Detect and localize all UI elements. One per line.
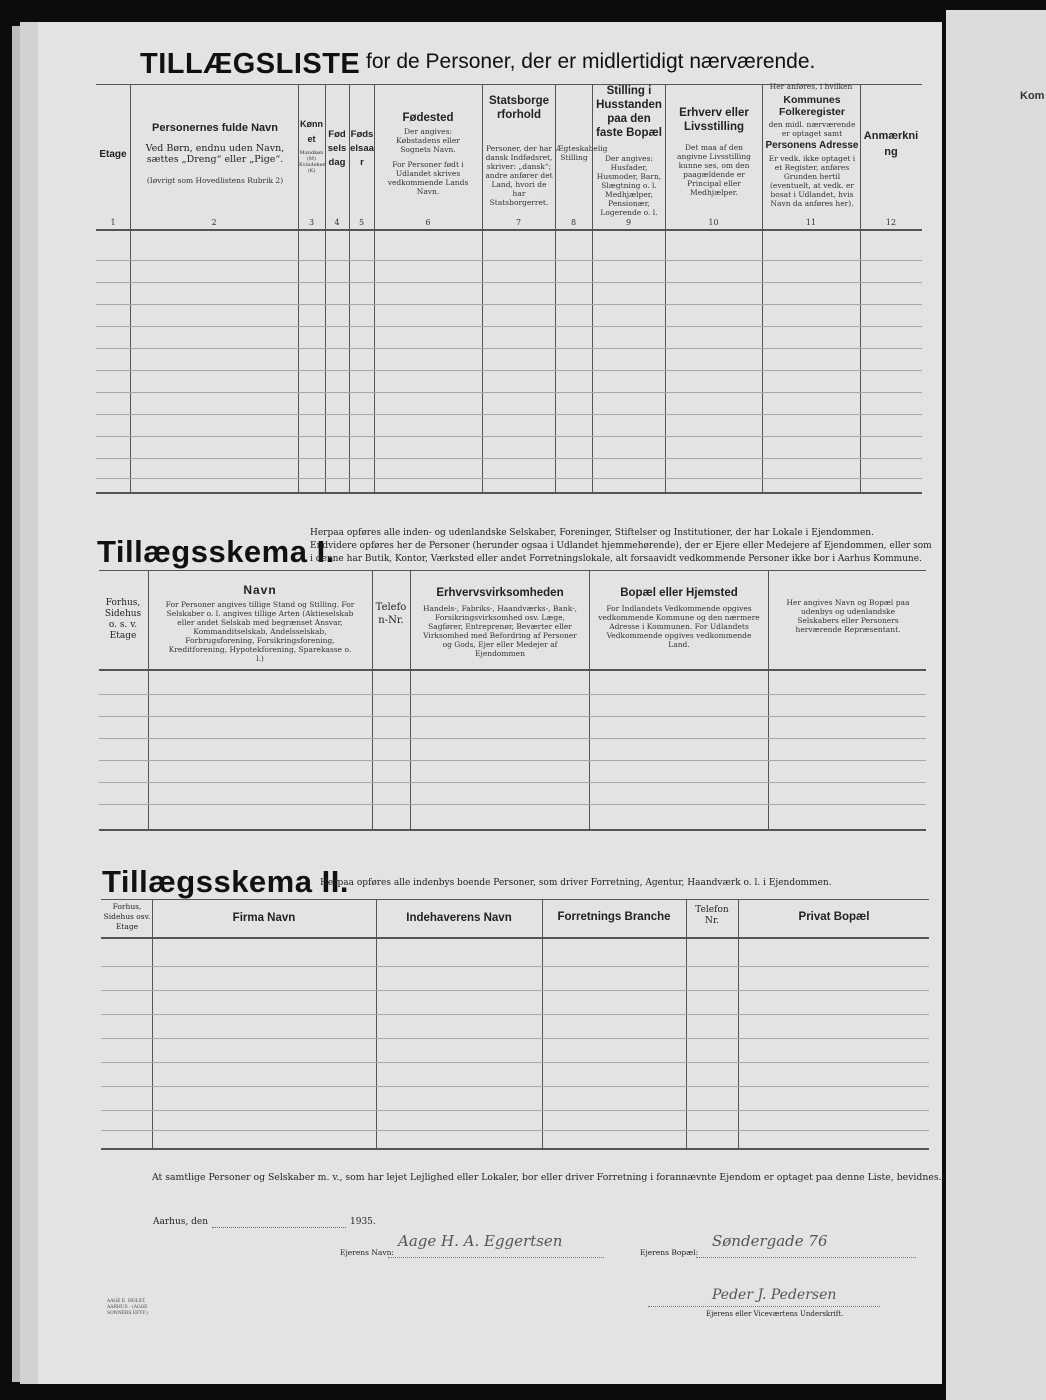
col-note-navn: Ved Børn, endnu uden Navn, sættes „Dreng“ eller „Pige“.: [145, 143, 285, 165]
col-header-branche: Forretnings Branche: [557, 911, 671, 923]
col-note-bopael: For Indlandets Vedkommende opgives vedkommende Kommune og den nærmere Adresse i Kommunen. For Udlandets Vedkommende opgives vedkommende Land.: [598, 604, 760, 649]
skema1-intro: [310, 527, 930, 566]
printer-imprint: AAGE E. HOLST, AARHUS · (AGGE SONNERS EFTF.): [107, 1299, 148, 1316]
col-number: 7: [515, 218, 522, 227]
col-note2-foedested: For Personer født i Udlandet skrives vedkommende Lands Navn.: [387, 160, 469, 196]
col-header-koen: Kønnet: [300, 119, 323, 144]
owner-address-handwritten: Søndergade 76: [712, 1232, 828, 1250]
facing-page-header: Kom: [1020, 90, 1045, 102]
skema1-intro-line: Endvidere opføres her de Personer (herunder ogsaa i Udlandet hjemmehørende), der er Ejere eller Medejere af Ejendommen, eller som: [310, 541, 932, 551]
col-header-folkeregister: Kommunes Folkeregister: [779, 94, 845, 118]
col-number: 6: [425, 218, 431, 227]
owner-name-label: Ejerens Navn:: [340, 1248, 394, 1257]
col-number: 10: [708, 218, 719, 227]
col-number: 3: [308, 218, 315, 227]
col-header-aegteskab: Ægteskabelig Stilling: [556, 144, 608, 162]
col-number: 11: [805, 218, 817, 227]
col-header-privat-bopael: Privat Bopæl: [798, 911, 870, 923]
col-header-anmaerkning: Anmærkning: [863, 130, 919, 158]
col-header-foedselsaar: Fødselsaar: [350, 129, 374, 168]
col-header-firma-navn: Firma Navn: [232, 912, 296, 924]
col-headtop-folkeregister: Her anføres, i hvilken: [769, 82, 853, 91]
owner-address-label: Ejerens Bopæl:: [640, 1248, 699, 1257]
year: 1935.: [350, 1217, 376, 1227]
col-header-foedested: Fødested: [402, 112, 454, 124]
signature-label: Ejerens eller Viceværtens Underskrift.: [706, 1310, 844, 1318]
col-note-koen: Mandkøn (M) Kvindekøn (K): [299, 150, 326, 174]
skema1-intro-line: i denne har Butik, Kontor, Værksted eller andet Forretningslokale, alt forsaavidt vedkommende Personer ikke bor i Aarhus Kommune.: [310, 554, 922, 564]
col-number: 9: [625, 218, 632, 227]
skema2-title: Tillægsskema II.: [102, 864, 349, 899]
liste-subtitle: for de Personer, der er midlertidigt nærværende.: [366, 50, 816, 73]
col-note-stilling: Der angives: Husfader, Husmoder, Barn, Slægtning o. l. Medhjælper, Pensionær, Logerende o. l.: [596, 154, 662, 217]
col-note-erhverv: Det maa af den angivne Livsstilling kunne ses, om den paagældende er Principal eller Medhjælper.: [677, 143, 751, 197]
col-header-etage: Forhus, Sidehus o. s. v. Etage: [104, 598, 142, 641]
col-header-telefon: Telefon-Nr.: [375, 602, 407, 626]
col-header-erhvervsvirksomheden: Erhvervsvirksomheden: [436, 587, 564, 599]
col-number: 1: [110, 218, 116, 227]
owner-name-handwritten: Aage H. A. Eggertsen: [398, 1232, 563, 1250]
col-header-repraesentant: Her angives Navn og Bopæl paa udenbys og udenlandske Selskabers eller Personers herværende Repræsentant.: [786, 598, 910, 634]
date-line: [212, 1227, 346, 1228]
col-header-navn: Navn: [243, 583, 277, 597]
skema1-intro-line: Herpaa opføres alle inden- og udenlandske Selskaber, Foreninger, Stiftelser og Institutioner, der har Lokale i Ejendommen.: [310, 528, 874, 538]
owner-address-line: [696, 1257, 916, 1258]
col-note-foedested: Der angives: Købstadens eller Sognets Navn.: [396, 127, 460, 154]
col-number: 8: [570, 218, 577, 227]
col-header-navn: Personernes fulde Navn: [152, 122, 278, 134]
col-note-erhvervsvirksomheden: Handels-, Fabriks-, Haandværks-, Bank-, Forsikringsvirksomhed osv. Læge, Sagfører, Entreprenør, Beværter eller Virksomhed med Befordring af Personer og Gods, Ejer eller Medejer af Ejendommen: [422, 604, 578, 658]
col-header-foedselsdag: Fødselsdag: [327, 129, 347, 168]
col-header-etage: Etage: [99, 149, 127, 160]
col-header-indehaverens-navn: Indehaverens Navn: [406, 912, 512, 924]
col-header-statsborger: Statsborgerforhold: [488, 95, 550, 121]
owner-name-line: [388, 1257, 604, 1258]
liste-title: TILLÆGSLISTE: [140, 48, 361, 80]
col-number: 12: [885, 218, 897, 227]
col-note-navn: For Personer angives tillige Stand og Stilling. For Selskaber o. l. angives tillige Arten (Aktieselskab eller andet Selskab med begrænset Ansvar, Kommanditselskab, Andelsselskab, Forbrugsforening, Forsikringsforening, Kreditforening, Hypotekforening, Sparekasse o. l.): [165, 600, 355, 663]
declaration: At samtlige Personer og Selskaber m. v., som har lejet Lejlighed eller Lokaler, bor eller driver Forretning i forannævnte Ejendom er optaget paa denne Liste, bevidnes.: [152, 1172, 942, 1183]
col-header2-adresse: Personens Adresse: [765, 140, 859, 151]
skema1-title: Tillægsskema I.: [97, 534, 335, 569]
col-number: 2: [211, 218, 217, 227]
col-header-stilling: Stilling i Husstanden paa den faste Bopæl: [596, 85, 662, 139]
place-date-label: Aarhus, den: [153, 1217, 208, 1227]
col-note-statsborger: Personer, der har dansk Indfødsret, skriver: „dansk“; andre anfører det Land, hvori de har Statsborgerret.: [485, 144, 553, 207]
col-header-etage: Forhus, Sidehus osv. Etage: [103, 902, 151, 931]
col-number: 4: [334, 218, 340, 227]
col-header-telefon: Telefon Nr.: [695, 905, 729, 926]
col-note-folkeregister: den midl. nærværende er optaget samt: [768, 120, 856, 138]
signature-line: [648, 1306, 880, 1307]
signature-handwritten: Peder J. Pedersen: [712, 1287, 837, 1303]
col-header-bopael: Bopæl eller Hjemsted: [620, 587, 738, 599]
col-number: 5: [358, 218, 365, 227]
skema2-intro: Herpaa opføres alle indenbys boende Personer, som driver Forretning, Agentur, Haandværk o. l. i Ejendommen.: [320, 878, 832, 888]
facing-page: [946, 10, 1046, 1400]
col-note2-navn: (Iøvrigt som Hovedlistens Rubrik 2): [146, 176, 284, 185]
col-note2-adresse: Er vedk. ikke optaget i et Register, anføres Grunden hertil (eventuelt, at vedk. er bosat i Udlandet, hvis Navn da anføres her).: [768, 154, 856, 208]
col-header-erhverv: Erhverv eller Livsstilling: [679, 107, 749, 133]
